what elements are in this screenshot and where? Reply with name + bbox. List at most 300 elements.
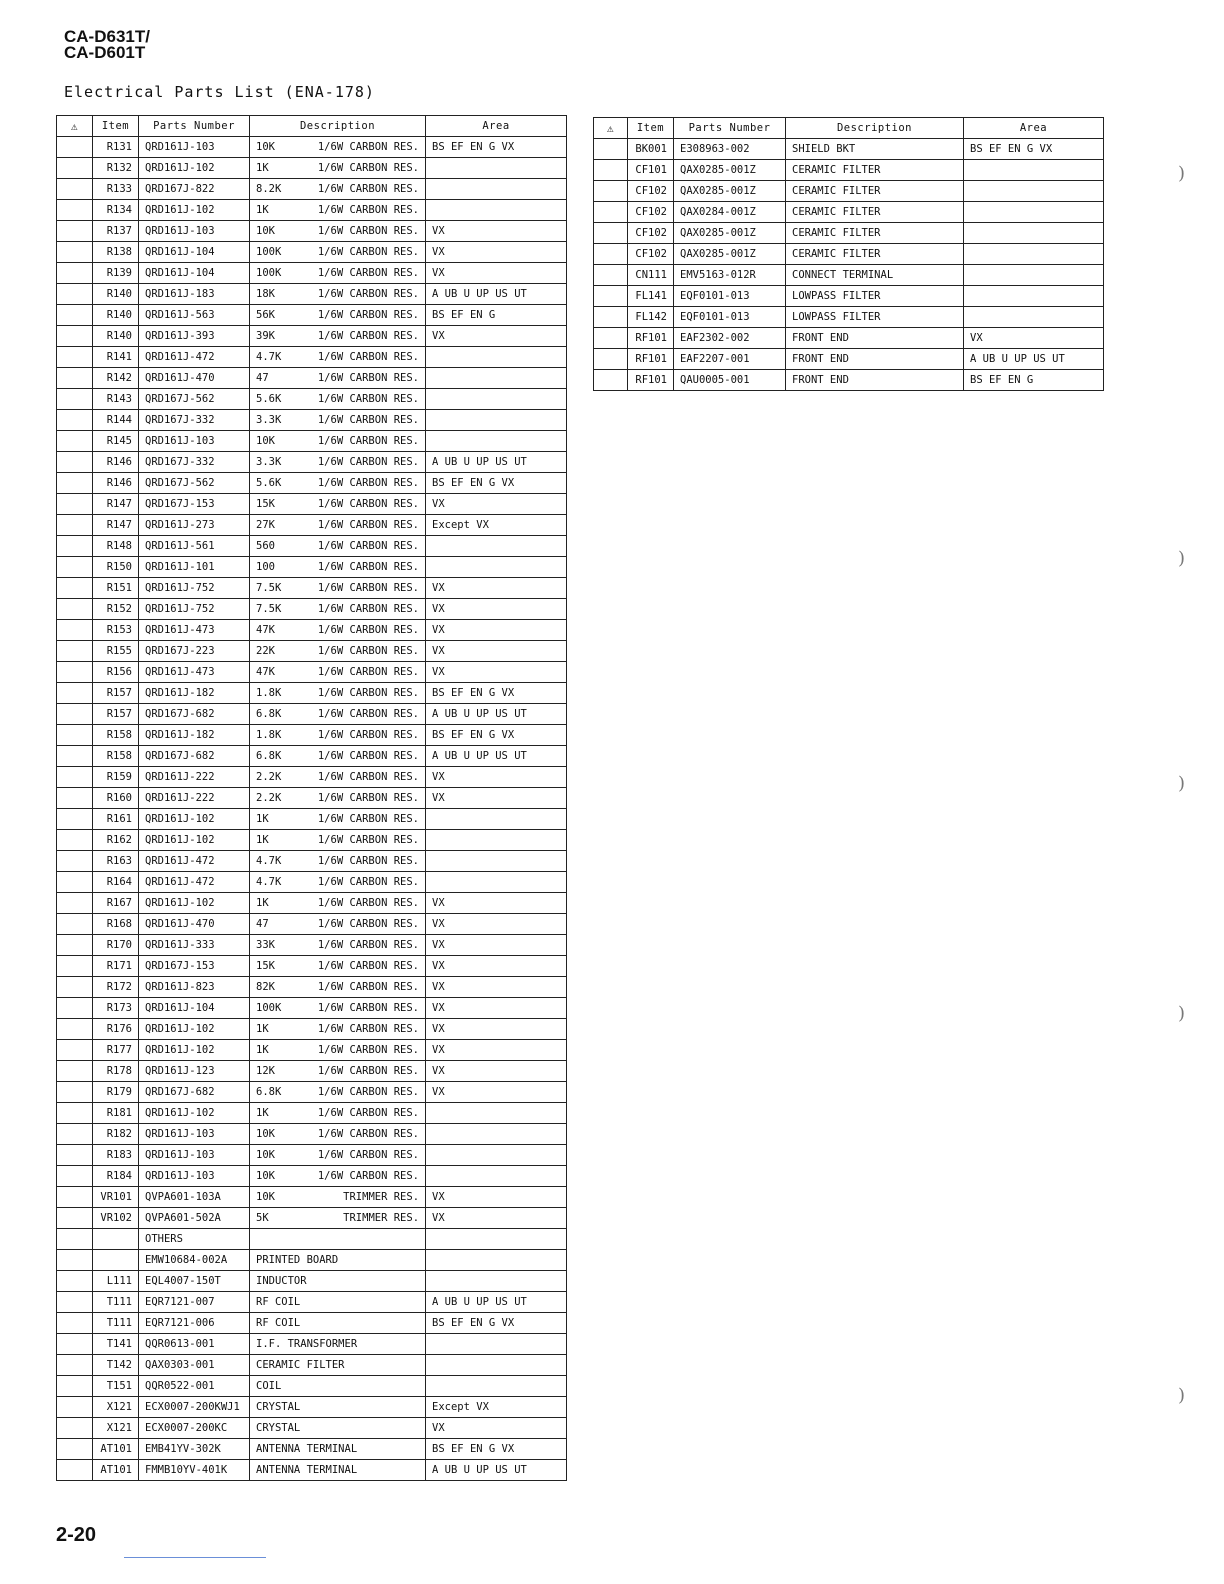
part-number-cell: EQR7121-006	[139, 1313, 250, 1334]
description-cell: COIL	[250, 1376, 426, 1397]
mark-cell	[57, 746, 93, 767]
column-header-description: Description	[250, 116, 426, 137]
item-cell: R158	[93, 725, 139, 746]
area-cell	[964, 244, 1104, 265]
area-cell: A UB U UP US UT	[426, 1292, 567, 1313]
item-cell: R168	[93, 914, 139, 935]
item-cell: R145	[93, 431, 139, 452]
value-cell: 47	[250, 914, 308, 935]
value-cell: 10K	[250, 1187, 308, 1208]
margin-mark: )	[1178, 163, 1186, 184]
item-cell: L111	[93, 1271, 139, 1292]
part-number-cell: QRD161J-103	[139, 1166, 250, 1187]
item-cell: X121	[93, 1418, 139, 1439]
part-number-cell: QRD161J-103	[139, 431, 250, 452]
mark-cell	[57, 599, 93, 620]
item-cell: AT101	[93, 1439, 139, 1460]
type-cell: 1/6W CARBON RES.	[308, 725, 426, 746]
column-header-description: Description	[786, 118, 964, 139]
area-cell: VX	[426, 1061, 567, 1082]
value-cell: 7.5K	[250, 578, 308, 599]
warning-icon: ⚠	[57, 116, 93, 137]
mark-cell	[57, 536, 93, 557]
area-cell: VX	[426, 1019, 567, 1040]
table-row	[57, 1187, 567, 1208]
value-cell: 560	[250, 536, 308, 557]
mark-cell	[57, 1208, 93, 1229]
area-cell	[964, 181, 1104, 202]
mark-cell	[57, 1418, 93, 1439]
table-row	[57, 704, 567, 725]
column-header-area: Area	[964, 118, 1104, 139]
area-cell	[426, 368, 567, 389]
type-cell: 1/6W CARBON RES.	[308, 893, 426, 914]
mark-cell	[57, 851, 93, 872]
item-cell: R151	[93, 578, 139, 599]
type-cell: 1/6W CARBON RES.	[308, 452, 426, 473]
item-cell: R178	[93, 1061, 139, 1082]
item-cell: T151	[93, 1376, 139, 1397]
margin-mark: )	[1178, 1385, 1186, 1406]
part-number-cell: QRD161J-273	[139, 515, 250, 536]
mark-cell	[57, 515, 93, 536]
area-cell: A UB U UP US UT	[426, 284, 567, 305]
value-cell: 1.8K	[250, 725, 308, 746]
part-number-cell: ECX0007-200KC	[139, 1418, 250, 1439]
area-cell: BS EF EN G VX	[426, 473, 567, 494]
mark-cell	[57, 494, 93, 515]
part-number-cell: QRD161J-473	[139, 620, 250, 641]
description-cell: CERAMIC FILTER	[786, 244, 964, 265]
table-row	[57, 620, 567, 641]
area-cell: VX	[426, 662, 567, 683]
area-cell	[426, 1145, 567, 1166]
area-cell: VX	[426, 788, 567, 809]
area-cell	[426, 1229, 567, 1250]
table-row	[57, 914, 567, 935]
item-cell: R163	[93, 851, 139, 872]
type-cell: 1/6W CARBON RES.	[308, 305, 426, 326]
mark-cell	[57, 1166, 93, 1187]
table-row	[57, 578, 567, 599]
part-number-cell: EQL4007-150T	[139, 1271, 250, 1292]
part-number-cell: QRD167J-682	[139, 746, 250, 767]
mark-cell	[57, 1250, 93, 1271]
part-number-cell: QRD161J-333	[139, 935, 250, 956]
part-number-cell: QRD167J-682	[139, 704, 250, 725]
type-cell: 1/6W CARBON RES.	[308, 179, 426, 200]
type-cell: 1/6W CARBON RES.	[308, 200, 426, 221]
part-number-cell: QRD161J-102	[139, 1040, 250, 1061]
part-number-cell: QRD161J-102	[139, 809, 250, 830]
mark-cell	[57, 284, 93, 305]
part-number-cell: QAX0285-001Z	[674, 181, 786, 202]
table-row	[57, 662, 567, 683]
description-cell: FRONT END	[786, 370, 964, 391]
type-cell: 1/6W CARBON RES.	[308, 1145, 426, 1166]
value-cell: 4.7K	[250, 347, 308, 368]
item-cell: FL142	[628, 307, 674, 328]
area-cell	[964, 265, 1104, 286]
part-number-cell: EMB41YV-302K	[139, 1439, 250, 1460]
table-row	[594, 181, 1104, 202]
item-cell: R156	[93, 662, 139, 683]
area-cell: VX	[426, 1418, 567, 1439]
item-cell: R157	[93, 683, 139, 704]
description-cell: FRONT END	[786, 328, 964, 349]
value-cell: 47K	[250, 662, 308, 683]
area-cell	[964, 307, 1104, 328]
item-cell: R147	[93, 515, 139, 536]
table-row	[57, 389, 567, 410]
type-cell: 1/6W CARBON RES.	[308, 977, 426, 998]
page-number: 2-20	[56, 1524, 97, 1546]
area-cell	[426, 872, 567, 893]
type-cell: 1/6W CARBON RES.	[308, 137, 426, 158]
description-cell: LOWPASS FILTER	[786, 286, 964, 307]
mark-cell	[57, 326, 93, 347]
part-number-cell: QRD161J-102	[139, 200, 250, 221]
item-cell: FL141	[628, 286, 674, 307]
type-cell: 1/6W CARBON RES.	[308, 935, 426, 956]
part-number-cell: QRD161J-182	[139, 683, 250, 704]
part-number-cell: QQR0613-001	[139, 1334, 250, 1355]
area-cell	[426, 1166, 567, 1187]
description-cell: CERAMIC FILTER	[786, 202, 964, 223]
mark-cell	[57, 368, 93, 389]
type-cell: 1/6W CARBON RES.	[308, 1040, 426, 1061]
item-cell: R182	[93, 1124, 139, 1145]
item-cell: CF102	[628, 244, 674, 265]
table-row	[57, 158, 567, 179]
item-cell: VR102	[93, 1208, 139, 1229]
description-cell: CERAMIC FILTER	[786, 160, 964, 181]
part-number-cell: QRD161J-182	[139, 725, 250, 746]
part-number-cell: QRD161J-103	[139, 1124, 250, 1145]
item-cell: R157	[93, 704, 139, 725]
item-cell: T142	[93, 1355, 139, 1376]
description-cell: I.F. TRANSFORMER	[250, 1334, 426, 1355]
mark-cell	[57, 1334, 93, 1355]
value-cell: 82K	[250, 977, 308, 998]
table-row	[594, 328, 1104, 349]
mark-cell	[594, 265, 628, 286]
area-cell	[426, 1103, 567, 1124]
table-row	[57, 410, 567, 431]
table-row	[57, 809, 567, 830]
table-row	[57, 1166, 567, 1187]
item-cell: R159	[93, 767, 139, 788]
table-row	[57, 1439, 567, 1460]
type-cell: 1/6W CARBON RES.	[308, 557, 426, 578]
area-cell: VX	[426, 956, 567, 977]
table-row	[57, 1313, 567, 1334]
item-cell: R181	[93, 1103, 139, 1124]
mark-cell	[57, 914, 93, 935]
value-cell: 6.8K	[250, 746, 308, 767]
item-cell: R146	[93, 473, 139, 494]
value-cell: 100K	[250, 242, 308, 263]
type-cell: 1/6W CARBON RES.	[308, 578, 426, 599]
area-cell: VX	[426, 599, 567, 620]
value-cell: 39K	[250, 326, 308, 347]
mark-cell	[594, 244, 628, 265]
mark-cell	[594, 160, 628, 181]
column-header-parts-number: Parts Number	[674, 118, 786, 139]
table-row	[57, 893, 567, 914]
table-row	[57, 200, 567, 221]
area-cell: Except VX	[426, 515, 567, 536]
item-cell: R172	[93, 977, 139, 998]
mark-cell	[594, 328, 628, 349]
type-cell: 1/6W CARBON RES.	[308, 872, 426, 893]
part-number-cell: QRD161J-472	[139, 347, 250, 368]
type-cell: 1/6W CARBON RES.	[308, 767, 426, 788]
area-cell: A UB U UP US UT	[964, 349, 1104, 370]
area-cell	[426, 179, 567, 200]
part-number-cell: QRD167J-153	[139, 494, 250, 515]
mark-cell	[57, 1019, 93, 1040]
type-cell: 1/6W CARBON RES.	[308, 326, 426, 347]
item-cell: R173	[93, 998, 139, 1019]
part-number-cell: E308963-002	[674, 139, 786, 160]
part-number-cell: QRD167J-682	[139, 1082, 250, 1103]
value-cell: 15K	[250, 956, 308, 977]
area-cell: VX	[426, 914, 567, 935]
table-row	[57, 851, 567, 872]
item-cell	[93, 1229, 139, 1250]
value-cell: 3.3K	[250, 452, 308, 473]
area-cell	[426, 431, 567, 452]
left-parts-table	[56, 115, 567, 1481]
table-row	[57, 935, 567, 956]
table-row	[57, 557, 567, 578]
type-cell: 1/6W CARBON RES.	[308, 494, 426, 515]
part-number-cell: QRD161J-102	[139, 1019, 250, 1040]
table-row	[594, 139, 1104, 160]
type-cell: 1/6W CARBON RES.	[308, 998, 426, 1019]
item-cell: CF102	[628, 202, 674, 223]
table-row	[57, 1271, 567, 1292]
area-cell: VX	[964, 328, 1104, 349]
mark-cell	[57, 557, 93, 578]
item-cell: R184	[93, 1166, 139, 1187]
part-number-cell: EAF2302-002	[674, 328, 786, 349]
description-cell: CRYSTAL	[250, 1418, 426, 1439]
table-row	[57, 368, 567, 389]
mark-cell	[57, 200, 93, 221]
item-cell: R139	[93, 263, 139, 284]
part-number-cell: EQR7121-007	[139, 1292, 250, 1313]
part-number-cell: EQF0101-013	[674, 286, 786, 307]
mark-cell	[57, 221, 93, 242]
item-cell	[93, 1250, 139, 1271]
description-cell: RF COIL	[250, 1292, 426, 1313]
part-number-cell: QRD161J-103	[139, 137, 250, 158]
table-row	[57, 1355, 567, 1376]
value-cell: 10K	[250, 1145, 308, 1166]
table-row	[594, 265, 1104, 286]
type-cell: 1/6W CARBON RES.	[308, 410, 426, 431]
part-number-cell: EAF2207-001	[674, 349, 786, 370]
mark-cell	[57, 935, 93, 956]
mark-cell	[57, 578, 93, 599]
value-cell: 1K	[250, 1019, 308, 1040]
type-cell: 1/6W CARBON RES.	[308, 473, 426, 494]
area-cell	[964, 202, 1104, 223]
description-cell: ANTENNA TERMINAL	[250, 1439, 426, 1460]
mark-cell	[57, 389, 93, 410]
part-number-cell: QRD167J-332	[139, 452, 250, 473]
type-cell: 1/6W CARBON RES.	[308, 515, 426, 536]
mark-cell	[594, 202, 628, 223]
area-cell: VX	[426, 242, 567, 263]
item-cell: VR101	[93, 1187, 139, 1208]
table-row	[57, 305, 567, 326]
right-parts-table	[593, 117, 1104, 391]
table-row	[57, 1460, 567, 1481]
table-row	[57, 998, 567, 1019]
value-cell: 8.2K	[250, 179, 308, 200]
table-row	[57, 326, 567, 347]
item-cell: R134	[93, 200, 139, 221]
type-cell: 1/6W CARBON RES.	[308, 431, 426, 452]
table-row	[57, 830, 567, 851]
area-cell	[426, 410, 567, 431]
table-row	[57, 1145, 567, 1166]
mark-cell	[57, 683, 93, 704]
value-cell: 6.8K	[250, 1082, 308, 1103]
type-cell: 1/6W CARBON RES.	[308, 809, 426, 830]
item-cell: R155	[93, 641, 139, 662]
value-cell: 47	[250, 368, 308, 389]
item-cell: R177	[93, 1040, 139, 1061]
description-cell: PRINTED BOARD	[250, 1250, 426, 1271]
value-cell: 5.6K	[250, 389, 308, 410]
mark-cell	[57, 410, 93, 431]
part-number-cell: QAX0284-001Z	[674, 202, 786, 223]
value-cell: 22K	[250, 641, 308, 662]
item-cell: R142	[93, 368, 139, 389]
table-row	[57, 431, 567, 452]
part-number-cell: QRD161J-823	[139, 977, 250, 998]
item-cell: R137	[93, 221, 139, 242]
mark-cell	[57, 263, 93, 284]
type-cell: TRIMMER RES.	[308, 1208, 426, 1229]
part-number-cell: QRD161J-470	[139, 368, 250, 389]
table-row	[57, 641, 567, 662]
value-cell: 100K	[250, 263, 308, 284]
item-cell: R138	[93, 242, 139, 263]
part-number-cell: QRD161J-470	[139, 914, 250, 935]
part-number-cell: QRD161J-222	[139, 767, 250, 788]
item-cell: R160	[93, 788, 139, 809]
model-line-1: CA-D631T/	[64, 27, 150, 46]
item-cell: R148	[93, 536, 139, 557]
part-number-cell: QRD161J-752	[139, 599, 250, 620]
table-row	[57, 1082, 567, 1103]
type-cell: 1/6W CARBON RES.	[308, 536, 426, 557]
area-cell	[426, 557, 567, 578]
mark-cell	[57, 1124, 93, 1145]
item-cell: T111	[93, 1313, 139, 1334]
item-cell: R150	[93, 557, 139, 578]
value-cell: 1.8K	[250, 683, 308, 704]
table-row	[57, 977, 567, 998]
part-number-cell: QAX0303-001	[139, 1355, 250, 1376]
value-cell: 10K	[250, 221, 308, 242]
area-cell: A UB U UP US UT	[426, 1460, 567, 1481]
area-cell: A UB U UP US UT	[426, 452, 567, 473]
value-cell: 10K	[250, 1166, 308, 1187]
mark-cell	[594, 286, 628, 307]
part-number-cell: QRD161J-102	[139, 1103, 250, 1124]
item-cell: R161	[93, 809, 139, 830]
value-cell: 1K	[250, 158, 308, 179]
value-cell: 100K	[250, 998, 308, 1019]
mark-cell	[57, 1082, 93, 1103]
part-number-cell: QRD161J-101	[139, 557, 250, 578]
area-cell: A UB U UP US UT	[426, 746, 567, 767]
area-cell: BS EF EN G VX	[426, 1313, 567, 1334]
part-number-cell: QVPA601-502A	[139, 1208, 250, 1229]
value-cell: 3.3K	[250, 410, 308, 431]
table-row	[57, 1376, 567, 1397]
part-number-cell: QRD161J-473	[139, 662, 250, 683]
item-cell: R153	[93, 620, 139, 641]
margin-mark: )	[1178, 548, 1186, 569]
value-cell: 1K	[250, 830, 308, 851]
item-cell: R162	[93, 830, 139, 851]
description-cell: SHIELD BKT	[786, 139, 964, 160]
item-cell: R143	[93, 389, 139, 410]
part-number-cell: QRD161J-472	[139, 851, 250, 872]
table-row	[57, 1418, 567, 1439]
part-number-cell: QRD161J-472	[139, 872, 250, 893]
part-number-cell: QRD161J-563	[139, 305, 250, 326]
area-cell	[426, 1355, 567, 1376]
item-cell: R147	[93, 494, 139, 515]
mark-cell	[57, 1313, 93, 1334]
mark-cell	[57, 473, 93, 494]
area-cell	[426, 1124, 567, 1145]
value-cell: 2.2K	[250, 767, 308, 788]
table-row	[57, 1397, 567, 1418]
type-cell: 1/6W CARBON RES.	[308, 683, 426, 704]
mark-cell	[57, 767, 93, 788]
part-number-cell: QRD161J-123	[139, 1061, 250, 1082]
table-row	[57, 473, 567, 494]
area-cell: VX	[426, 578, 567, 599]
value-cell: 10K	[250, 431, 308, 452]
part-number-cell: QRD161J-752	[139, 578, 250, 599]
mark-cell	[57, 1376, 93, 1397]
mark-cell	[57, 305, 93, 326]
area-cell: VX	[426, 1208, 567, 1229]
value-cell: 12K	[250, 1061, 308, 1082]
area-cell: VX	[426, 893, 567, 914]
table-row	[594, 160, 1104, 181]
warning-icon: ⚠	[594, 118, 628, 139]
item-cell: R176	[93, 1019, 139, 1040]
type-cell: 1/6W CARBON RES.	[308, 1103, 426, 1124]
type-cell: 1/6W CARBON RES.	[308, 914, 426, 935]
mark-cell	[57, 1103, 93, 1124]
description-cell: CRYSTAL	[250, 1397, 426, 1418]
item-cell: R183	[93, 1145, 139, 1166]
mark-cell	[594, 223, 628, 244]
table-row	[57, 284, 567, 305]
